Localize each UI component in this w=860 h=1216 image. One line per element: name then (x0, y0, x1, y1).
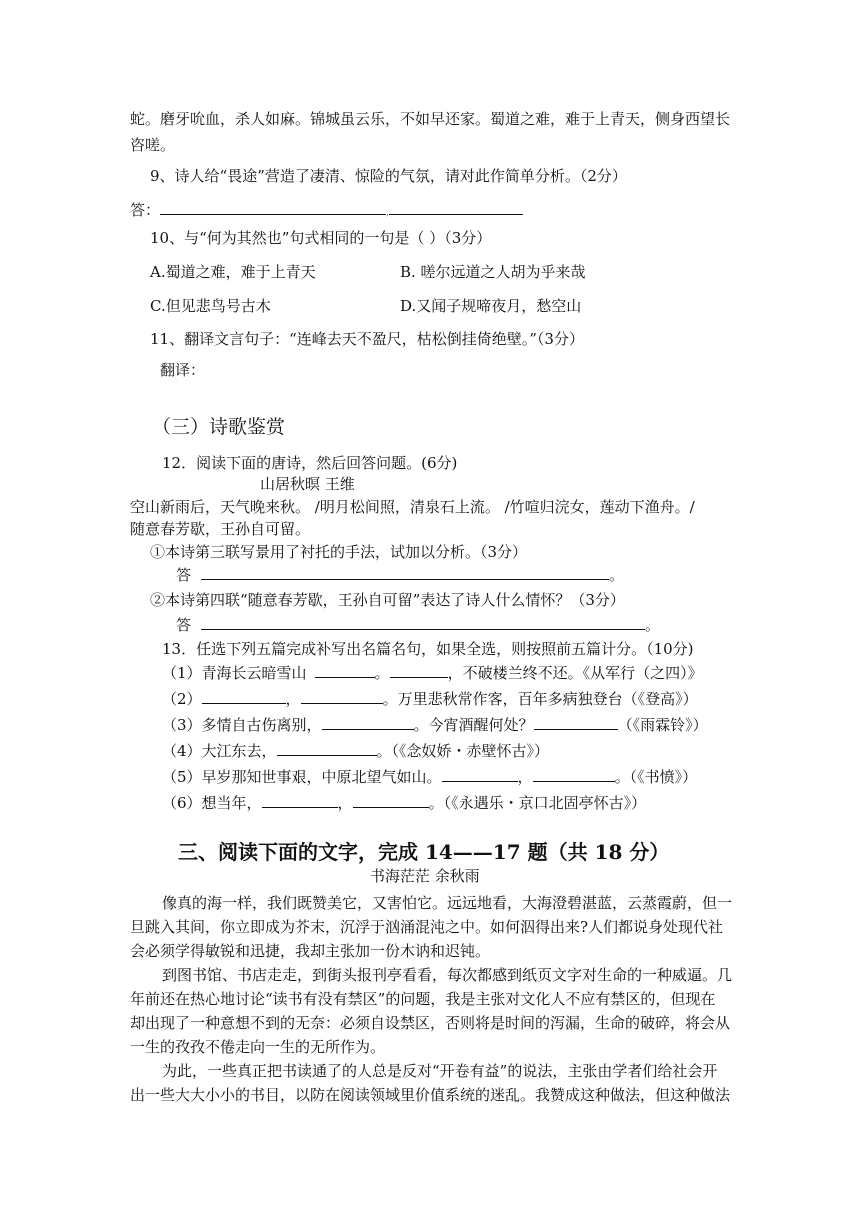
article-title: 书海茫茫 余秋雨 (370, 867, 480, 885)
translate-label: 翻译： (160, 361, 206, 379)
option-b: B. 嗟尔远道之人胡为乎来哉 (400, 263, 586, 281)
poem-title: 山居秋暝 王维 (260, 475, 355, 493)
article-line: 年前还在热心地讨论“读书有没有禁区”的问题，我是主张对文化人不应有禁区的，但现在 (130, 990, 716, 1008)
article-line: 像真的海一样，我们既赞美它，又害怕它。远远地看，大海澄碧湛蓝，云蒸霞蔚，但一 (162, 894, 733, 912)
fill-text: （5）早岁那知世事艰，中原北望气如山。 (162, 768, 442, 786)
answer-label: 答 (176, 616, 192, 634)
option-d: D.又闻子规啼夜月，愁空山 (400, 297, 582, 315)
answer-blank[interactable] (389, 200, 523, 215)
fill-blank[interactable] (533, 767, 615, 782)
period: 。 (645, 616, 661, 634)
question-12: 12．阅读下面的唐诗，然后回答问题。(6分) (162, 454, 458, 472)
blank-mark: , (386, 207, 390, 218)
article-line: 为此，一些真正把书读通了的人总是反对“开卷有益”的说法，主张由学者们给社会开 (162, 1062, 718, 1080)
fill-text: （4）大江东去， (162, 742, 277, 760)
question-9: 9、诗人给“畏途”营造了凄清、惊险的气氛，请对此作简单分析。（2分） (150, 167, 627, 185)
fill-blank[interactable] (390, 663, 448, 678)
answer-label: 答 (176, 566, 192, 584)
fill-item (162, 793, 646, 813)
option-a: A.蜀道之难，难于上青天 (150, 263, 316, 281)
q12-sub1-answer-row (176, 565, 624, 585)
fill-text: 。（《永遇乐・京口北固亭怀古》） (428, 794, 647, 812)
question-11: 11、翻译文言句子：“连峰去天不盈尺，枯松倒挂倚绝壁。”（3分） (150, 330, 584, 348)
fill-text: （3）多情自古伤离别， (162, 716, 322, 734)
article-line: 到图书馆、书店走走，到街头报刊亭看看，每次都感到纸页文字对生命的一种威逼。几 (162, 966, 733, 984)
fill-text: （2） (162, 690, 202, 708)
fill-blank[interactable] (277, 741, 377, 756)
fill-blank[interactable] (442, 767, 518, 782)
fill-item (162, 715, 708, 735)
section-title-poetry: （三）诗歌鉴赏 (152, 416, 286, 438)
answer-blank[interactable] (201, 565, 609, 580)
option-c: C.但见悲鸟号古木 (150, 297, 271, 315)
fill-blank[interactable] (301, 689, 383, 704)
answer-blank[interactable] (201, 615, 645, 630)
question-10: 10、与“何为其然也”句式相同的一句是（ ）（3分） (150, 229, 492, 247)
fill-text: （《雨霖铃》） (617, 716, 708, 734)
fill-blank[interactable] (315, 663, 375, 678)
fill-text: 。万里悲秋常作客，百年多病独登台（《登高》） (382, 690, 698, 708)
question-12-sub1: ①本诗第三联写景用了衬托的手法，试加以分析。（3分） (150, 543, 528, 561)
section-title-reading: 三、阅读下面的文字，完成 14——17 题（共 18 分） (178, 840, 670, 864)
question-13: 13．任选下列五篇完成补写出名篇名句，如果全选，则按照前五篇计分。（10分) (162, 640, 694, 658)
article-line: 却出现了一种意想不到的无奈：必须自设禁区，否则将是时间的泻漏，生命的破碎，将会从 (130, 1014, 731, 1032)
article-line: 出一些大大小小的书目，以防在阅读领域里价值系统的迷乱。我赞成这种做法，但这种做法 (130, 1086, 731, 1104)
fill-text: ， (517, 768, 533, 786)
article-line: 会必须学得敏锐和迅捷，我却主张加一份木讷和迟钝。 (130, 942, 491, 960)
fill-text: ，不破楼兰终不还。《从军行（之四）》 (447, 664, 703, 682)
fill-blank[interactable] (534, 715, 618, 730)
article-line: 一生的孜孜不倦走向一生的无所作为。 (130, 1038, 386, 1056)
answer-label: 答： (130, 201, 161, 219)
period: 。 (609, 566, 625, 584)
article-line: 旦跳入其间，你立即成为芥末，沉浮于汹涌混沌之中。如何泅得出来?人们都说身处现代社 (130, 918, 724, 936)
fill-text: 。 (374, 664, 390, 682)
fill-text: 。今宵酒醒何处？ (413, 716, 534, 734)
fill-item (162, 741, 549, 761)
answer-blank[interactable] (160, 200, 386, 215)
q9-answer-row (130, 200, 523, 223)
passage-line: 蛇。磨牙吮血，杀人如麻。锦城虽云乐，不如早还家。蜀道之难，难于上青天，侧身西望长 (130, 110, 731, 128)
fill-text: ， (285, 690, 301, 708)
fill-blank[interactable] (202, 689, 286, 704)
passage-line: 咨嗟。 (130, 136, 176, 154)
poem-line: 随意春芳歇，王孙自可留。 (130, 520, 311, 538)
fill-blank[interactable] (353, 793, 429, 808)
fill-item (162, 767, 697, 787)
question-12-sub2: ②本诗第四联“随意春芳歇，王孙自可留”表达了诗人什么情怀？（3分） (150, 591, 625, 609)
fill-text: （1）青海长云暗雪山 (162, 664, 307, 682)
fill-text: （6）想当年， (162, 794, 262, 812)
fill-blank[interactable] (262, 793, 338, 808)
fill-text: 。（《书愤》） (614, 768, 698, 786)
poem-line: 空山新雨后，天气晚来秋。 /明月松间照，清泉石上流。 /竹喧归浣女，莲动下渔舟。/ (130, 498, 695, 516)
fill-item (162, 689, 698, 709)
fill-text: 。（《念奴娇・赤壁怀古》） (376, 742, 550, 760)
fill-text: ， (337, 794, 353, 812)
q12-sub2-answer-row (176, 615, 660, 635)
fill-blank[interactable] (322, 715, 414, 730)
fill-item (162, 663, 703, 683)
